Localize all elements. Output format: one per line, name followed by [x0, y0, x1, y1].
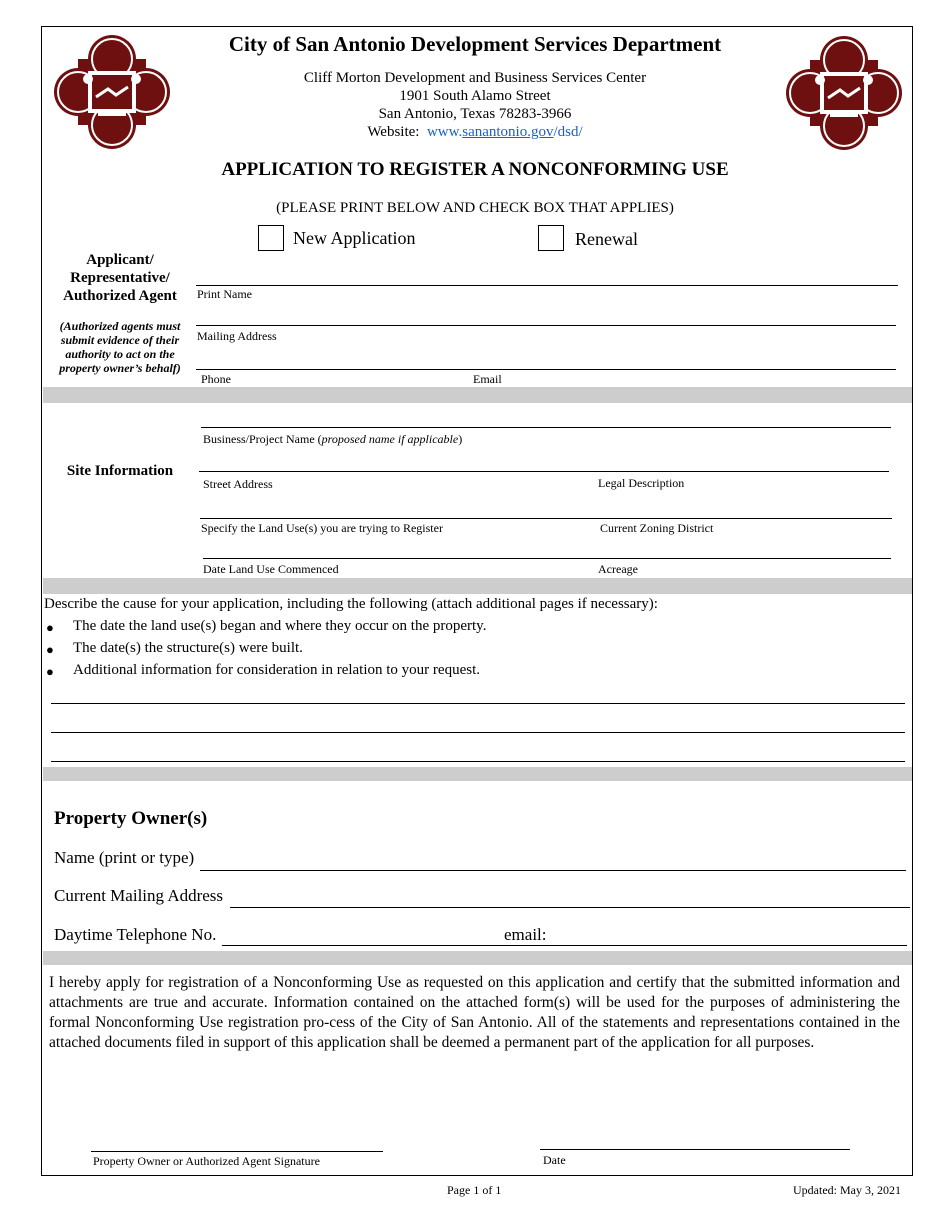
owner-phone-email-field[interactable] — [222, 945, 907, 946]
property-owner-heading: Property Owner(s) — [54, 808, 208, 829]
site-information-heading: Site Information — [66, 463, 174, 479]
owner-address-field[interactable] — [230, 907, 910, 908]
owner-email-label: email: — [504, 925, 547, 944]
business-name-field[interactable] — [201, 427, 891, 428]
description-line-2[interactable] — [51, 732, 905, 733]
mailing-address-field[interactable] — [196, 325, 896, 326]
signature-label: Property Owner or Authorized Agent Signature — [93, 1154, 320, 1168]
phone-label: Phone — [201, 372, 231, 386]
center-name: Cliff Morton Development and Business Services Center — [303, 70, 647, 86]
street-address: 1901 South Alamo Street — [399, 88, 551, 104]
section-divider — [43, 387, 912, 403]
page-number: Page 1 of 1 — [447, 1183, 502, 1197]
form-title: APPLICATION TO REGISTER A NONCONFORMING USE — [221, 159, 729, 180]
owner-name-label: Name (print or type) — [54, 848, 195, 867]
signature-field[interactable] — [91, 1151, 383, 1152]
bullet-icon: ● — [46, 620, 54, 635]
renewal-checkbox[interactable] — [538, 225, 564, 251]
acreage-label: Acreage — [598, 562, 638, 576]
land-use-label: Specify the Land Use(s) you are trying to Register — [201, 521, 443, 535]
website-line — [0, 124, 950, 141]
bullet-icon: ● — [46, 642, 54, 657]
city-address: San Antonio, Texas 78283-3966 — [378, 106, 572, 122]
section-divider — [43, 578, 912, 594]
bullet-item: The date the land use(s) began and where they occur on the property. — [73, 618, 487, 634]
bullet-item: The date(s) the structure(s) were built. — [73, 640, 303, 656]
zoning-district-label: Current Zoning District — [600, 521, 714, 535]
date-acreage-field[interactable] — [203, 558, 891, 559]
section-divider — [43, 951, 912, 965]
website-label: Website: — [367, 124, 420, 140]
section-divider — [43, 767, 912, 781]
date-field[interactable] — [540, 1149, 850, 1150]
date-label: Date — [543, 1153, 566, 1167]
business-name-label: Business/Project Name (proposed name if applicable) — [203, 432, 463, 446]
mailing-address-label: Mailing Address — [197, 329, 277, 343]
certification-statement: I hereby apply for registration of a Nonconforming Use as requested on this application and certify that the submitted information and attachments are true and accurate. Information contained on the attached form(s) will be used for the purposes of administering the formal Nonconforming Use registration pro-cess of the City of San Antonio. All of the statements and representations contained in the attached documents filed in support of this application shall be deemed a permanent part of the application for all purposes. — [49, 974, 900, 1051]
describe-intro: Describe the cause for your application, including the following (attach additional pages if necessary): — [44, 596, 658, 612]
bullet-icon: ● — [46, 664, 54, 679]
street-address-label: Street Address — [203, 477, 273, 491]
land-use-zoning-field[interactable] — [200, 518, 892, 519]
print-instruction: (PLEASE PRINT BELOW AND CHECK BOX THAT APPLIES) — [276, 200, 674, 216]
description-line-3[interactable] — [51, 761, 905, 762]
applicant-heading: Applicant/ Representative/ Authorized Agent — [63, 252, 177, 304]
date-commenced-label: Date Land Use Commenced — [203, 562, 339, 576]
bullet-item: Additional information for consideration in relation to your request. — [73, 662, 480, 678]
email-label: Email — [473, 372, 502, 386]
website-link[interactable]: www.sanantonio.gov/dsd/ — [426, 124, 583, 140]
owner-address-label: Current Mailing Address — [54, 886, 224, 905]
authorized-agent-note: (Authorized agents must submit evidence of their authority to act on the property owner’s behalf) — [59, 319, 181, 375]
legal-description-label: Legal Description — [598, 476, 685, 490]
description-line-1[interactable] — [51, 703, 905, 704]
owner-name-field[interactable] — [200, 870, 906, 871]
updated-date: Updated: May 3, 2021 — [793, 1183, 901, 1197]
renewal-label: Renewal — [575, 229, 638, 249]
owner-phone-label: Daytime Telephone No. — [54, 925, 217, 944]
new-application-checkbox[interactable] — [258, 225, 284, 251]
department-title: City of San Antonio Development Services Department — [228, 32, 722, 56]
phone-email-field[interactable] — [196, 369, 896, 370]
street-legal-field[interactable] — [199, 471, 889, 472]
new-application-label: New Application — [293, 228, 416, 248]
print-name-field[interactable] — [196, 285, 898, 286]
print-name-label: Print Name — [197, 287, 252, 301]
